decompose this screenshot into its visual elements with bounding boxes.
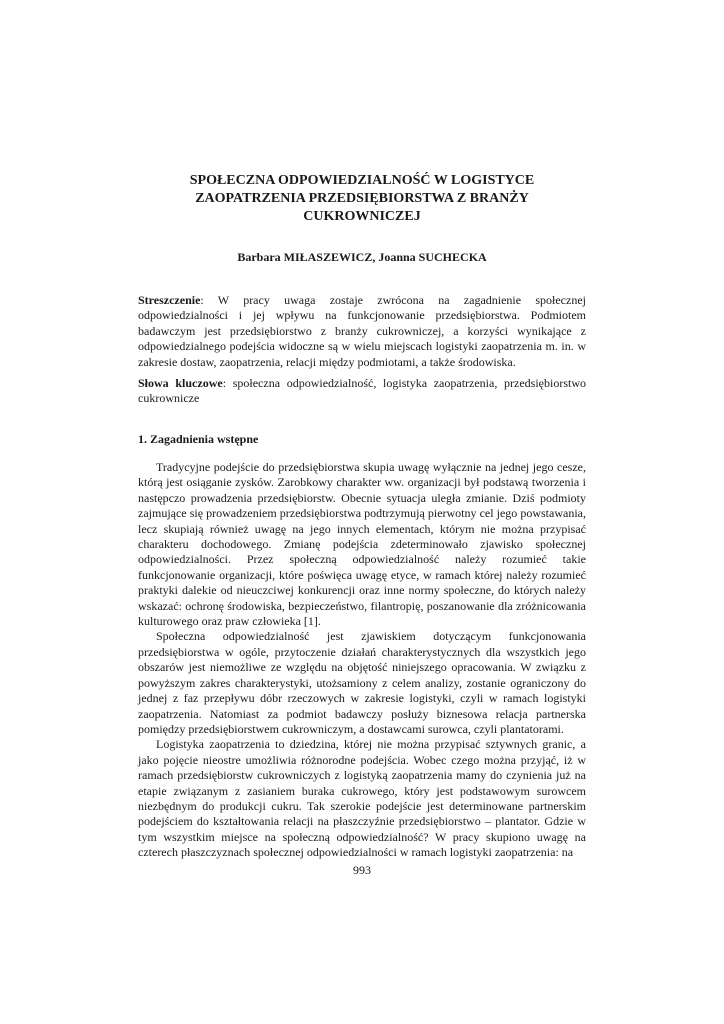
section-heading: 1. Zagadnienia wstępne	[138, 432, 259, 446]
keywords	[138, 376, 586, 407]
paragraph-2: Społeczna odpowiedzialność jest zjawiskiem dotyczącym funkcjonowania przedsiębiorstwa w ogóle, przytoczenie działań charakterystycznych dla wszystkich jego obszarów jest niemożliwe ze względu na objętość niniejszego opracowania. W związku z powyższym zakres charakterystyki, utożsamiony z celem analizy, zostanie ograniczony do jednej z faz przepływu dóbr rzeczowych w zakresie logistyki, czyli w ramach logistyki zaopatrzenia. Natomiast za podmiot badawczy posłuży biznesowa relacja partnerska pomiędzy przedsiębiorstwem cukrowniczym, a dostawcami surowca, czyli plantatorami.	[138, 629, 586, 736]
authors: Barbara MIŁASZEWICZ, Joanna SUCHECKA	[237, 250, 487, 264]
title-line-3: CUKROWNICZEJ	[303, 209, 421, 224]
paragraph-3: Logistyka zaopatrzenia to dziedzina, której nie można przypisać sztywnych granic, a jako pojęcie nieostre umożliwia różnorodne podejścia. Wobec czego można przyjąć, iż w ramach przedsiębiorstw cukrowniczych z logistyką zaopatrzenia mamy do czynienia już na etapie związanym z zasianiem buraka cukrowego, który jest podstawowym surowcem niezbędnym do produkcji cukru. Tak szerokie podejście jest determinowane partnerskim podejściem do kształtowania relacji na płaszczyźnie przedsiębiorstwo – plantator. Gdzie w tym wszystkim miejsce na społeczną odpowiedzialność? W pracy skupiono uwagę na czterech płaszczyznach społecznej odpowiedzialności w ramach logistyki zaopatrzenia: na	[138, 737, 586, 860]
paragraph-1: Tradycyjne podejście do przedsiębiorstwa skupia uwagę wyłącznie na jednej jego cesze, którą jest osiąganie zysków. Zarobkowy charakter ww. organizacji był podstawą tworzenia i następczo prowadzenia przedsiębiorstw. Obecnie sytuacja uległa zmianie. Dziś podmioty zajmujące się prowadzeniem przedsiębiorstwa podtrzymują pierwotny cel jego powstawania, lecz skupiają również uwagę na jego innych elementach, którym nie można przypisać charakteru dochodowego. Zmianę podejścia zdeterminowało zjawisko społecznej odpowiedzialności. Przez społeczną odpowiedzialność należy rozumieć takie funkcjonowanie organizacji, które poświęca uwagę etyce, w ramach której należy rozumieć praktyki dalekie od nieuczciwej konkurencji oraz inne normy społeczne, do których należy wskazać: ochronę środowiska, bezpieczeństwo, filantropię, poszanowanie dla zróżnicowania kulturowego oraz praw człowieka [1].	[138, 460, 586, 629]
abstract-text: : W pracy uwaga zostaje zwrócona na zagadnienie społecznej odpowiedzialności i jej wpływu na funkcjonowanie przedsiębiorstwa. Podmiotem badawczym jest przedsiębiorstwo z branży cukrowniczej, a korzyści wynikające z odpowiedzialnego podejścia widoczne są w wielu miejscach logistyki zaopatrzenia m. in. w zakresie dostaw, zaopatrzenia, relacji między podmiotami, a także środowiska.	[138, 293, 586, 369]
body-text	[138, 460, 586, 861]
paper-title	[138, 172, 586, 226]
keywords-text: : społeczna odpowiedzialność, logistyka zaopatrzenia, przedsiębiorstwo cukrownicze	[138, 376, 586, 406]
keywords-label: Słowa kluczowe	[138, 376, 223, 390]
abstract	[138, 293, 586, 370]
abstract-label: Streszczenie	[138, 293, 201, 307]
page-number: 993	[353, 863, 371, 877]
title-line-1: SPOŁECZNA ODPOWIEDZIALNOŚĆ W LOGISTYCE	[189, 173, 535, 188]
title-line-2: ZAOPATRZENIA PRZEDSIĘBIORSTWA Z BRANŻY	[195, 191, 529, 206]
